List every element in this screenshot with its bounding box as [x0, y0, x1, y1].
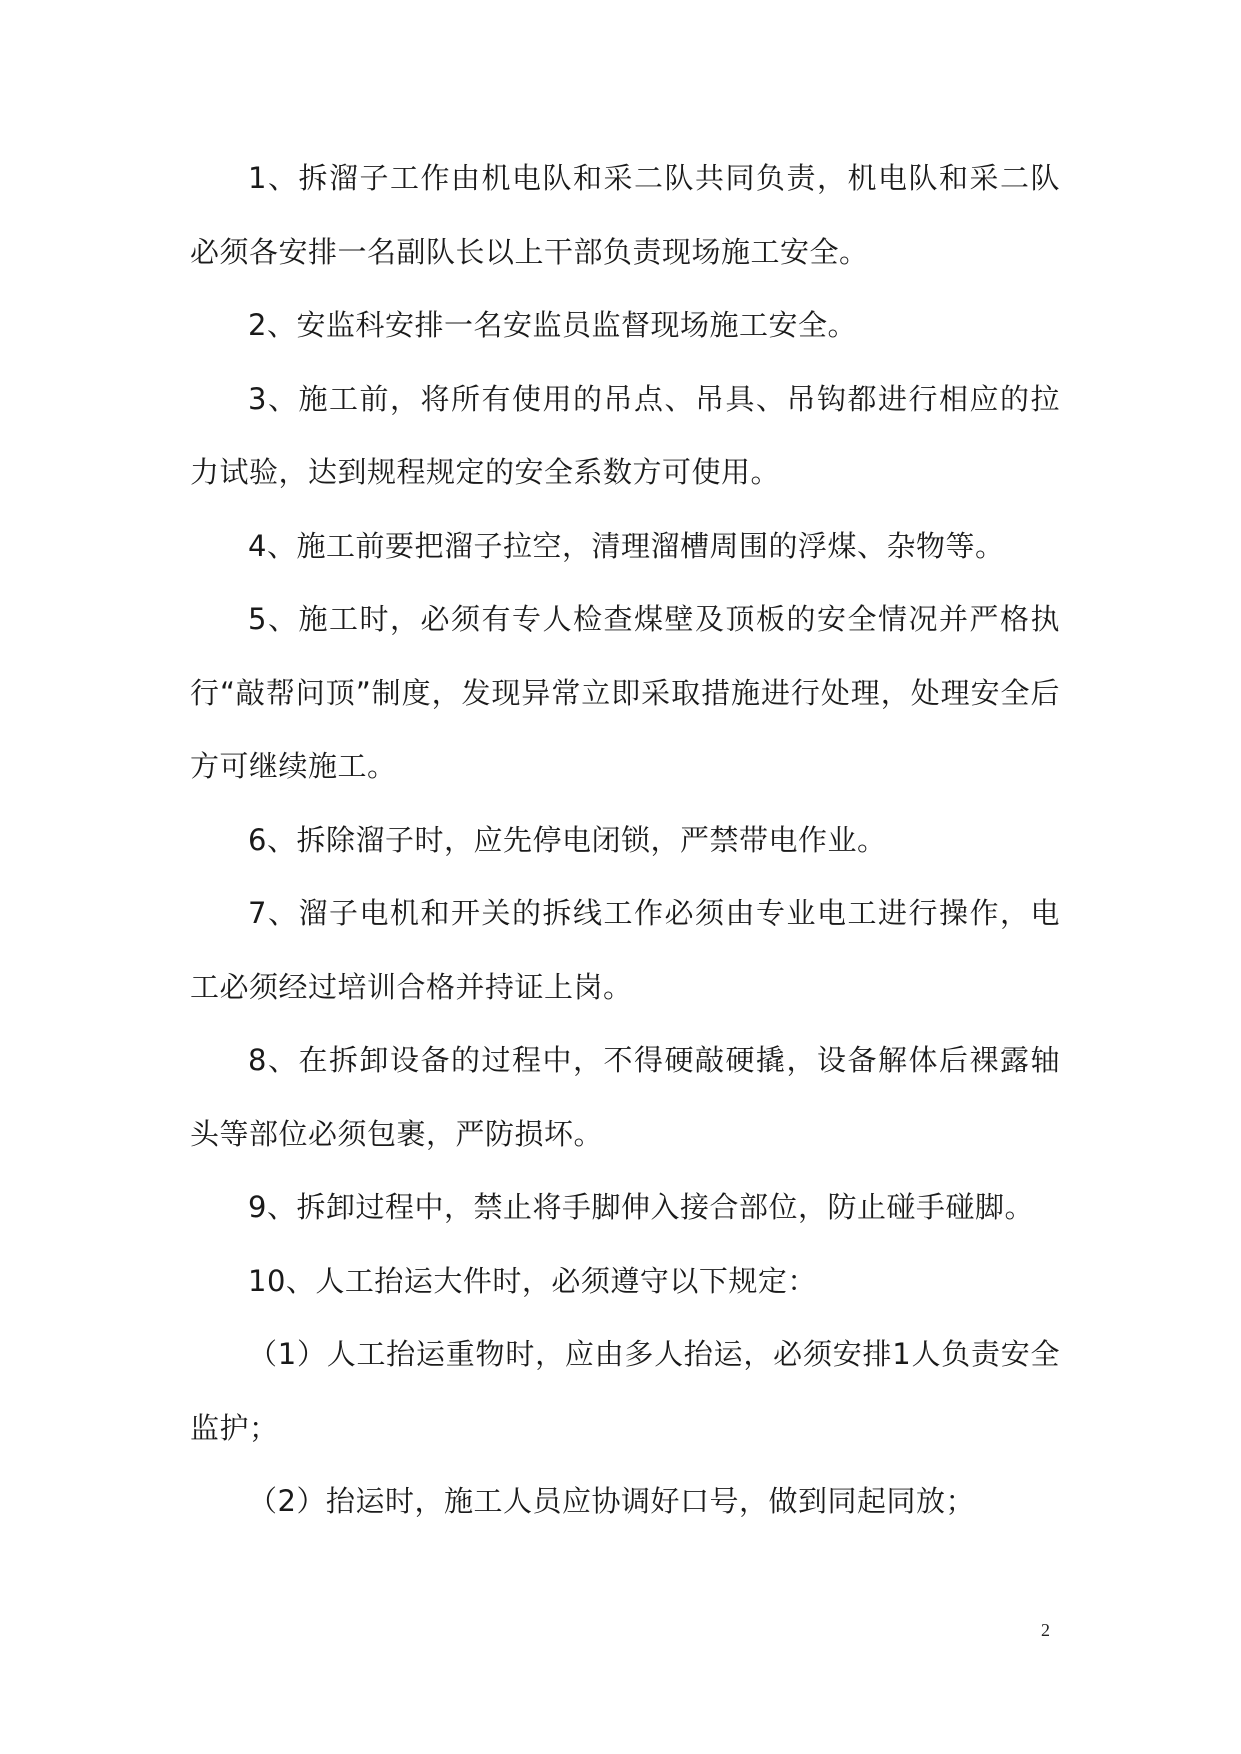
paragraph-10: 10、人工抬运大件时，必须遵守以下规定： — [248, 1263, 817, 1298]
paragraph-8: 8、在拆卸设备的过程中，不得硬敲硬撬，设备解体后裸露轴头等部位必须包裹，严防损坏。 — [190, 1043, 1060, 1151]
paragraph-9: 9、拆卸过程中，禁止将手脚伸入接合部位，防止碰手碰脚。 — [248, 1190, 1034, 1224]
paragraph-3: 3、施工前，将所有使用的吊点、吊具、吊钩都进行相应的拉力试验，达到规程规定的安全系数方可使用。 — [190, 381, 1060, 489]
paragraph-4: 4、施工前要把溜子拉空，清理溜槽周围的浮煤、杂物等。 — [248, 528, 1005, 563]
paragraph-6: 6、拆除溜子时，应先停电闭锁，严禁带电作业。 — [248, 822, 887, 857]
paragraph-2: 2、安监科安排一名安监员监督现场施工安全。 — [248, 308, 857, 342]
paragraph-10-1: （1）人工抬运重物时，应由多人抬运，必须安排1人负责安全监护； — [190, 1337, 1060, 1445]
paragraph-1: 1、拆溜子工作由机电队和采二队共同负责，机电队和采二队必须各安排一名副队长以上干部负责现场施工安全。 — [190, 161, 1060, 269]
paragraph-7: 7、溜子电机和开关的拆线工作必须由专业电工进行操作，电工必须经过培训合格并持证上岗。 — [190, 896, 1060, 1004]
page-number: 2 — [1041, 1620, 1050, 1640]
paragraph-5: 5、施工时，必须有专人检查煤壁及顶板的安全情况并严格执行“敲帮问顶”制度，发现异常立即采取措施进行处理，处理安全后方可继续施工。 — [190, 602, 1060, 783]
paragraph-10-2: （2）抬运时，施工人员应协调好口号，做到同起同放； — [248, 1484, 975, 1518]
document-body — [190, 142, 1060, 1539]
